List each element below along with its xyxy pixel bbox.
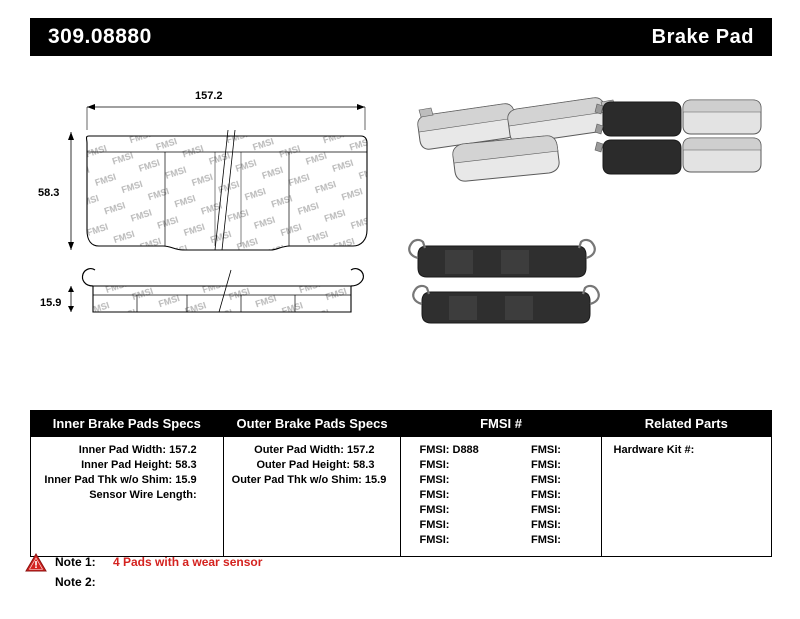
warning-icon xyxy=(25,553,47,572)
table-header-row xyxy=(31,411,772,437)
fmsi-label: FMSI: xyxy=(531,519,561,531)
fmsi-row xyxy=(419,443,501,458)
fmsi-label: FMSI: xyxy=(419,459,450,471)
outer-pad-height-value: 58.3 xyxy=(353,459,375,471)
sensor-wire-length-label: Sensor Wire Length: xyxy=(89,489,197,501)
outer-spec-row xyxy=(232,473,393,488)
inner-spec-row xyxy=(39,458,215,473)
notes-section xyxy=(55,552,655,592)
inner-pad-height-label: Inner Pad Height: xyxy=(81,459,173,471)
cell-inner-specs xyxy=(31,437,224,557)
fmsi-row xyxy=(531,458,593,473)
fmsi-label: FMSI: xyxy=(531,534,561,546)
pad-photos-svg xyxy=(405,80,770,370)
fmsi-label: FMSI: xyxy=(419,444,450,456)
fmsi-value: D888 xyxy=(452,444,479,456)
related-part-row xyxy=(610,443,763,458)
outer-spec-row xyxy=(232,443,393,458)
cell-outer-specs xyxy=(223,437,401,557)
fmsi-row xyxy=(531,443,593,458)
fmsi-row xyxy=(419,533,501,548)
fmsi-row xyxy=(531,518,593,533)
fmsi-label: FMSI: xyxy=(419,504,450,516)
fmsi-row xyxy=(531,503,593,518)
table-body-row xyxy=(31,437,772,557)
product-type-title: Brake Pad xyxy=(651,25,754,48)
fmsi-label: FMSI: xyxy=(419,519,450,531)
note1-value: 4 Pads with a wear sensor xyxy=(113,555,263,569)
header-bar xyxy=(30,18,772,56)
fmsi-right-column xyxy=(501,443,593,548)
inner-spec-row xyxy=(39,473,215,488)
note-row-2 xyxy=(55,572,655,592)
product-photos xyxy=(405,80,770,370)
fmsi-row xyxy=(419,488,501,503)
fmsi-label: FMSI: xyxy=(419,534,450,546)
outer-pad-height-label: Outer Pad Height: xyxy=(256,459,350,471)
note-row-1 xyxy=(55,552,655,572)
fmsi-row xyxy=(419,503,501,518)
specs-table xyxy=(30,410,772,557)
outer-pad-thk-value: 15.9 xyxy=(364,474,387,486)
header-inner-specs: Inner Brake Pads Specs xyxy=(31,411,224,437)
inner-pad-thk-label: Inner Pad Thk w/o Shim: xyxy=(44,474,173,486)
inner-pad-width-label: Inner Pad Width: xyxy=(78,444,167,456)
dimension-thickness-label: 15.9 xyxy=(40,297,62,309)
specs-tables xyxy=(30,410,772,557)
inner-spec-row xyxy=(39,443,215,458)
hardware-kit-label: Hardware Kit #: xyxy=(613,444,695,456)
fmsi-label: FMSI: xyxy=(419,489,450,501)
fmsi-label: FMSI: xyxy=(531,504,561,516)
header-fmsi: FMSI # xyxy=(401,411,601,437)
outer-pad-width-label: Outer Pad Width: xyxy=(254,444,344,456)
cell-fmsi xyxy=(401,437,601,557)
fmsi-label: FMSI: xyxy=(531,459,561,471)
pad-outline-svg xyxy=(65,90,405,370)
fmsi-label: FMSI: xyxy=(531,489,561,501)
inner-pad-width-value: 157.2 xyxy=(169,444,197,456)
inner-pad-height-value: 58.3 xyxy=(175,459,197,471)
note2-label: Note 2: xyxy=(55,575,96,589)
fmsi-row xyxy=(531,488,593,503)
fmsi-row xyxy=(419,473,501,488)
outer-pad-width-value: 157.2 xyxy=(346,444,375,456)
drawing-area xyxy=(30,70,772,370)
outer-spec-row xyxy=(232,458,393,473)
fmsi-label: FMSI: xyxy=(531,474,561,486)
inner-pad-thk-value: 15.9 xyxy=(175,474,197,486)
technical-drawing xyxy=(38,90,395,370)
fmsi-label: FMSI: xyxy=(531,444,561,456)
inner-spec-row xyxy=(39,488,215,503)
part-number: 309.08880 xyxy=(48,25,152,48)
header-related-parts: Related Parts xyxy=(601,411,771,437)
dimension-width-label: 157.2 xyxy=(195,90,223,102)
fmsi-row xyxy=(419,458,501,473)
fmsi-row xyxy=(531,473,593,488)
fmsi-left-column xyxy=(409,443,501,548)
fmsi-row xyxy=(419,518,501,533)
cell-related-parts xyxy=(601,437,771,557)
dimension-height-label: 58.3 xyxy=(38,187,60,199)
note1-label: Note 1: xyxy=(55,555,96,569)
fmsi-row xyxy=(531,533,593,548)
fmsi-label: FMSI: xyxy=(419,474,450,486)
header-outer-specs: Outer Brake Pads Specs xyxy=(223,411,401,437)
outer-pad-thk-label: Outer Pad Thk w/o Shim: xyxy=(231,474,362,486)
